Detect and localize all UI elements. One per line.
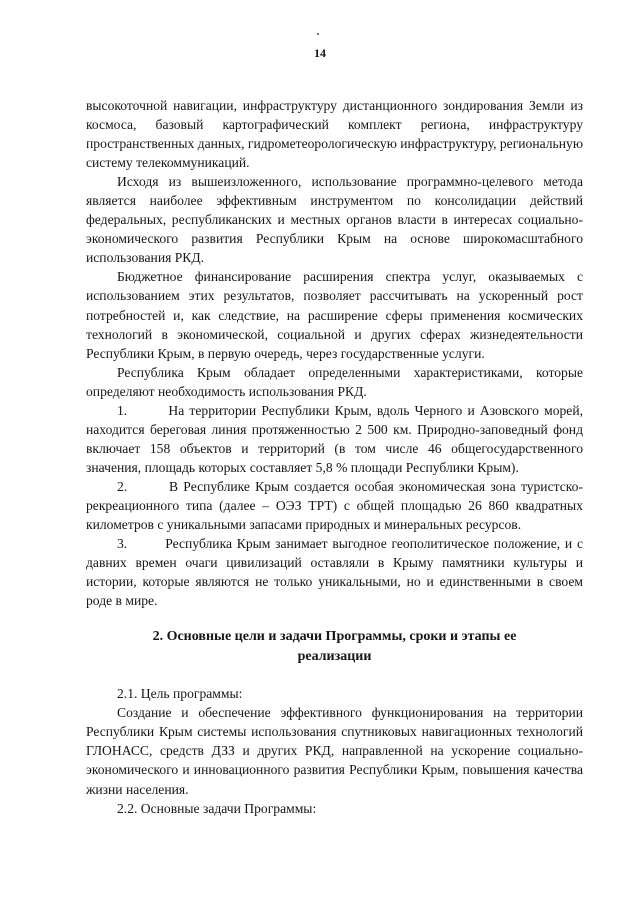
subsection-goal-label: 2.1. Цель программы: <box>117 686 243 702</box>
section-heading <box>86 627 583 666</box>
page-number: 14 <box>314 46 326 60</box>
paragraph-4: Республика Крым обладает определенными характеристиками, которые определяют необходимость использования РКД. <box>86 364 583 399</box>
list-item-3: 3. Республика Крым занимает выгодное геополитическое положение, и с давних времен очаги цивилизаций оставляли в Крыму памятники культуры и истории, которые являются не только уникальными, но и единственными в своем роде в мире. <box>86 536 583 609</box>
paragraph-1: высокоточной навигации, инфраструктуру дистанционного зондирования Земли из космоса, базовый картографический комплект региона, инфраструктуру пространственных данных, гидрометеорологическую инфраструктуру, региональную систему телекоммуникаций. <box>86 98 583 171</box>
document-body <box>86 96 583 818</box>
list-item-1: 1. На территории Республики Крым, вдоль Черного и Азовского морей, находится береговая линия протяженностью 2 500 км. Природно-заповедный фонд включает 158 объектов и территорий (в том числе 46 общегосударственного значения, площадь которых составляет 5,8 % площади Республики Крым). <box>86 402 583 475</box>
paragraph-2: Исходя из вышеизложенного, использование программно-целевого метода является наиболее эффективным инструментом по консолидации действий федеральных, республиканских и местных органов власти в интересах социально-экономического развития Республики Крым на основе широкомасштабного использования РКД. <box>86 174 583 266</box>
scan-speck <box>317 33 319 35</box>
paragraph-3: Бюджетное финансирование расширения спектра услуг, оказываемых с использованием этих результатов, позволяет рассчитывать на ускоренный рост потребностей и, как следствие, на расширение сферы применения космических технологий в экономической, социальной и других сферах жизнедеятельности Республики Крым, в первую очередь, через государственные услуги. <box>86 269 583 361</box>
section-heading-line-2: реализации <box>297 648 372 664</box>
subsection-tasks-label: 2.2. Основные задачи Программы: <box>117 800 317 816</box>
section-heading-line-1: 2. Основные цели и задачи Программы, сроки и этапы ее <box>152 629 517 645</box>
goal-paragraph: Создание и обеспечение эффективного функционирования на территории Республики Крым системы использования спутниковых навигационных технологий ГЛОНАСС, средств ДЗЗ и других РКД, направленной на ускорение социально-экономического и инновационного развития Республики Крым, повышения качества жизни населения. <box>86 705 583 797</box>
list-item-2: 2. В Республике Крым создается особая экономическая зона туристско-рекреационного типа (далее – ОЭЗ ТРТ) с общей площадью 26 860 квадратных километров с уникальными запасами природных и минеральных ресурсов. <box>86 478 583 533</box>
